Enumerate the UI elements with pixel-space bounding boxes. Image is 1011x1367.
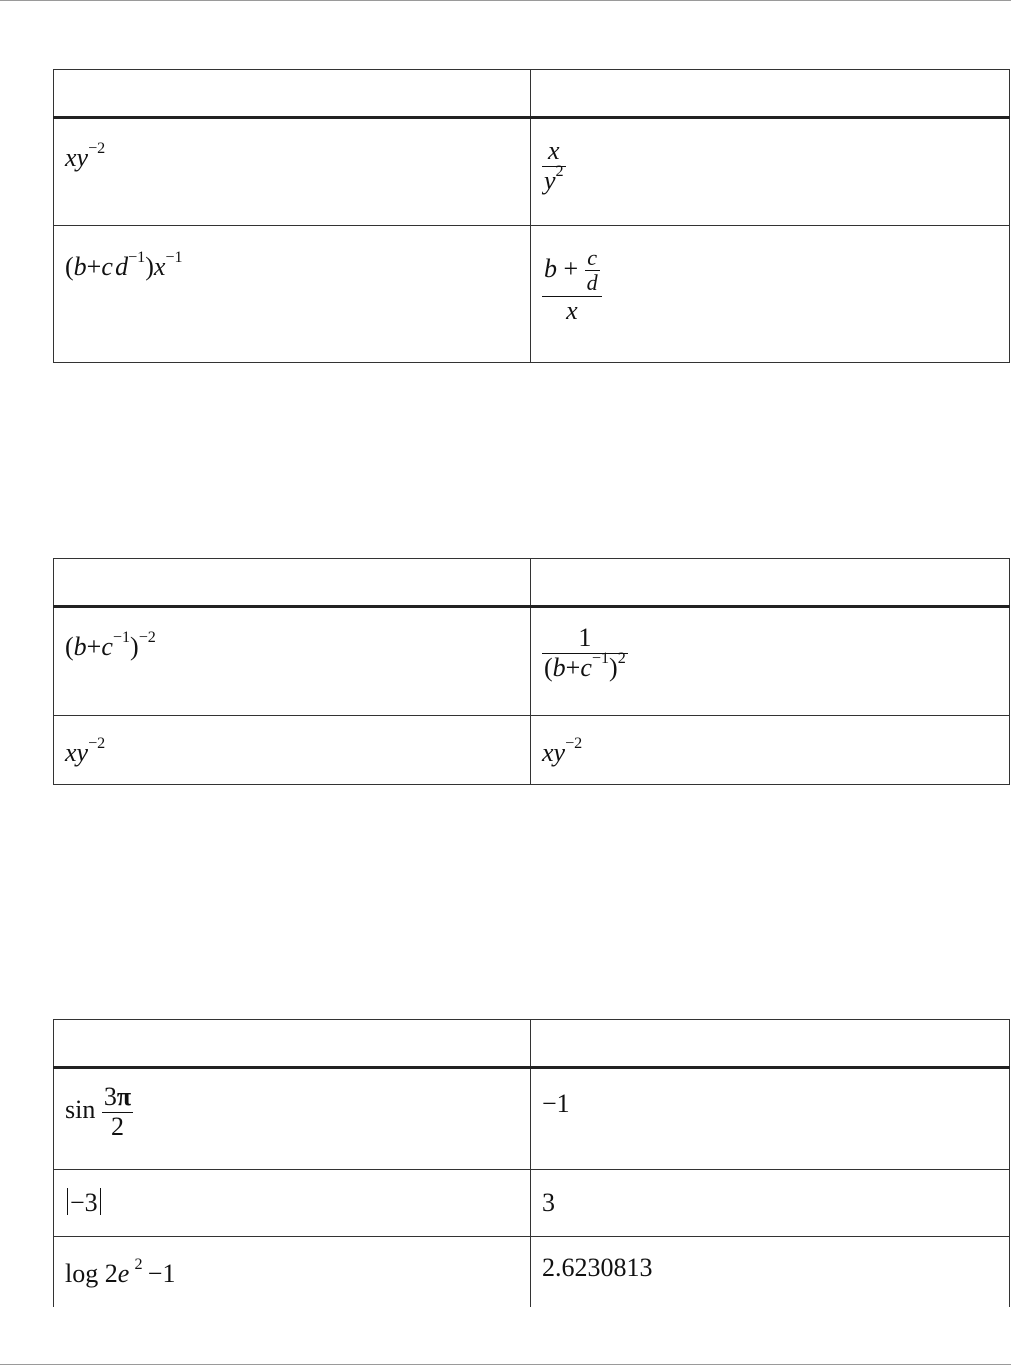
math-term: x <box>153 252 166 281</box>
header-result <box>531 559 1010 607</box>
bottom-rule <box>0 1364 1011 1365</box>
fraction-denominator <box>542 163 566 196</box>
math-term: c <box>580 652 592 682</box>
fraction <box>102 1083 133 1141</box>
fraction <box>542 624 628 682</box>
fraction-denominator: d <box>586 270 598 296</box>
math-exponent: −2 <box>88 735 106 753</box>
expression-cell <box>54 607 531 716</box>
math-exponent: −1 <box>128 249 146 267</box>
math-term: e <box>117 1259 130 1288</box>
plus-sign: + <box>86 252 102 281</box>
table-row <box>54 226 1010 363</box>
fraction-denominator: x <box>566 295 578 325</box>
function-name: sin <box>65 1095 96 1125</box>
math-exponent: −1 <box>591 650 610 668</box>
result-cell <box>531 1237 1010 1307</box>
fraction <box>542 137 566 195</box>
math-exponent: 2 <box>555 163 564 181</box>
math-expression <box>65 1188 103 1217</box>
math-exponent: −2 <box>565 735 583 753</box>
math-expression <box>65 140 106 172</box>
math-term: b <box>73 632 87 661</box>
expression-cell <box>54 1068 531 1170</box>
math-digit: 2 <box>104 1259 118 1288</box>
result-cell <box>531 607 1010 716</box>
math-expression <box>542 735 583 767</box>
math-exponent: −1 <box>165 249 183 267</box>
math-exponent: 2 <box>134 1256 143 1274</box>
math-expression <box>65 249 183 281</box>
math-table-2 <box>53 558 1010 785</box>
math-expression <box>65 629 156 661</box>
expression-cell <box>54 118 531 226</box>
result-value: 2.6230813 <box>542 1253 653 1282</box>
fraction-denominator: 2 <box>110 1111 124 1141</box>
abs-bar-right <box>100 1188 101 1215</box>
paren-open: ( <box>544 652 553 682</box>
fraction-numerator: 1 <box>578 623 592 652</box>
plus-sign: + <box>565 652 581 682</box>
paren-open: ( <box>65 252 74 281</box>
math-term: xy <box>65 738 89 767</box>
math-term: d <box>115 252 129 281</box>
header-expression <box>54 70 531 118</box>
math-exponent: −2 <box>138 629 156 647</box>
plus-sign: + <box>563 253 579 283</box>
table-row <box>54 1068 1010 1170</box>
math-term: b <box>544 253 557 283</box>
result-value: −1 <box>542 1089 570 1118</box>
paren-close: ) <box>130 632 139 661</box>
math-exponent: 2 <box>617 650 626 668</box>
result-cell <box>531 1068 1010 1170</box>
table-row <box>54 607 1010 716</box>
expression-cell <box>54 1170 531 1237</box>
math-exponent: −1 <box>112 629 131 647</box>
math-digit: 3 <box>103 1082 117 1111</box>
header-expression <box>54 559 531 607</box>
table-row <box>54 1170 1010 1237</box>
math-term: c <box>101 632 113 661</box>
abs-bar-left <box>67 1188 68 1215</box>
result-cell <box>531 716 1010 785</box>
math-term: b <box>552 652 566 682</box>
math-table-1 <box>53 69 1010 363</box>
math-table-3 <box>53 1019 1010 1307</box>
result-cell <box>531 118 1010 226</box>
expression-cell <box>54 226 531 363</box>
paren-open: ( <box>65 632 74 661</box>
expression-cell <box>54 1237 531 1307</box>
math-expression <box>65 1082 133 1141</box>
table-row <box>54 118 1010 226</box>
header-result <box>531 70 1010 118</box>
result-cell <box>531 226 1010 363</box>
plus-sign: + <box>86 632 102 661</box>
table-row <box>54 1237 1010 1307</box>
table-header-row <box>54 559 1010 607</box>
fraction <box>542 246 602 325</box>
table-row <box>54 716 1010 785</box>
math-term: −3 <box>70 1188 98 1218</box>
table-header-row <box>54 1020 1010 1068</box>
expression-cell <box>54 716 531 785</box>
result-cell <box>531 1170 1010 1237</box>
math-expression <box>65 735 106 767</box>
result-value: 3 <box>542 1188 555 1217</box>
table-header-row <box>54 70 1010 118</box>
fraction-numerator: c <box>587 245 598 270</box>
header-result <box>531 1020 1010 1068</box>
math-expression <box>65 1256 176 1288</box>
function-name: log <box>65 1259 99 1288</box>
paren-close: ) <box>609 652 618 682</box>
fraction-numerator <box>542 246 602 296</box>
math-term: b <box>73 252 87 281</box>
fraction-numerator: x <box>548 136 560 165</box>
math-term: −1 <box>147 1259 176 1288</box>
header-expression <box>54 1020 531 1068</box>
math-term: y <box>544 165 556 195</box>
nested-fraction <box>585 246 600 296</box>
math-term: xy <box>65 143 89 172</box>
pi-symbol: π <box>116 1082 132 1111</box>
top-rule <box>0 0 1011 1</box>
fraction-numerator <box>102 1083 133 1112</box>
fraction-denominator <box>542 650 628 683</box>
paren-close: ) <box>145 252 154 281</box>
math-term: xy <box>542 738 566 767</box>
math-exponent: −2 <box>88 140 106 158</box>
math-term: c <box>101 252 113 281</box>
